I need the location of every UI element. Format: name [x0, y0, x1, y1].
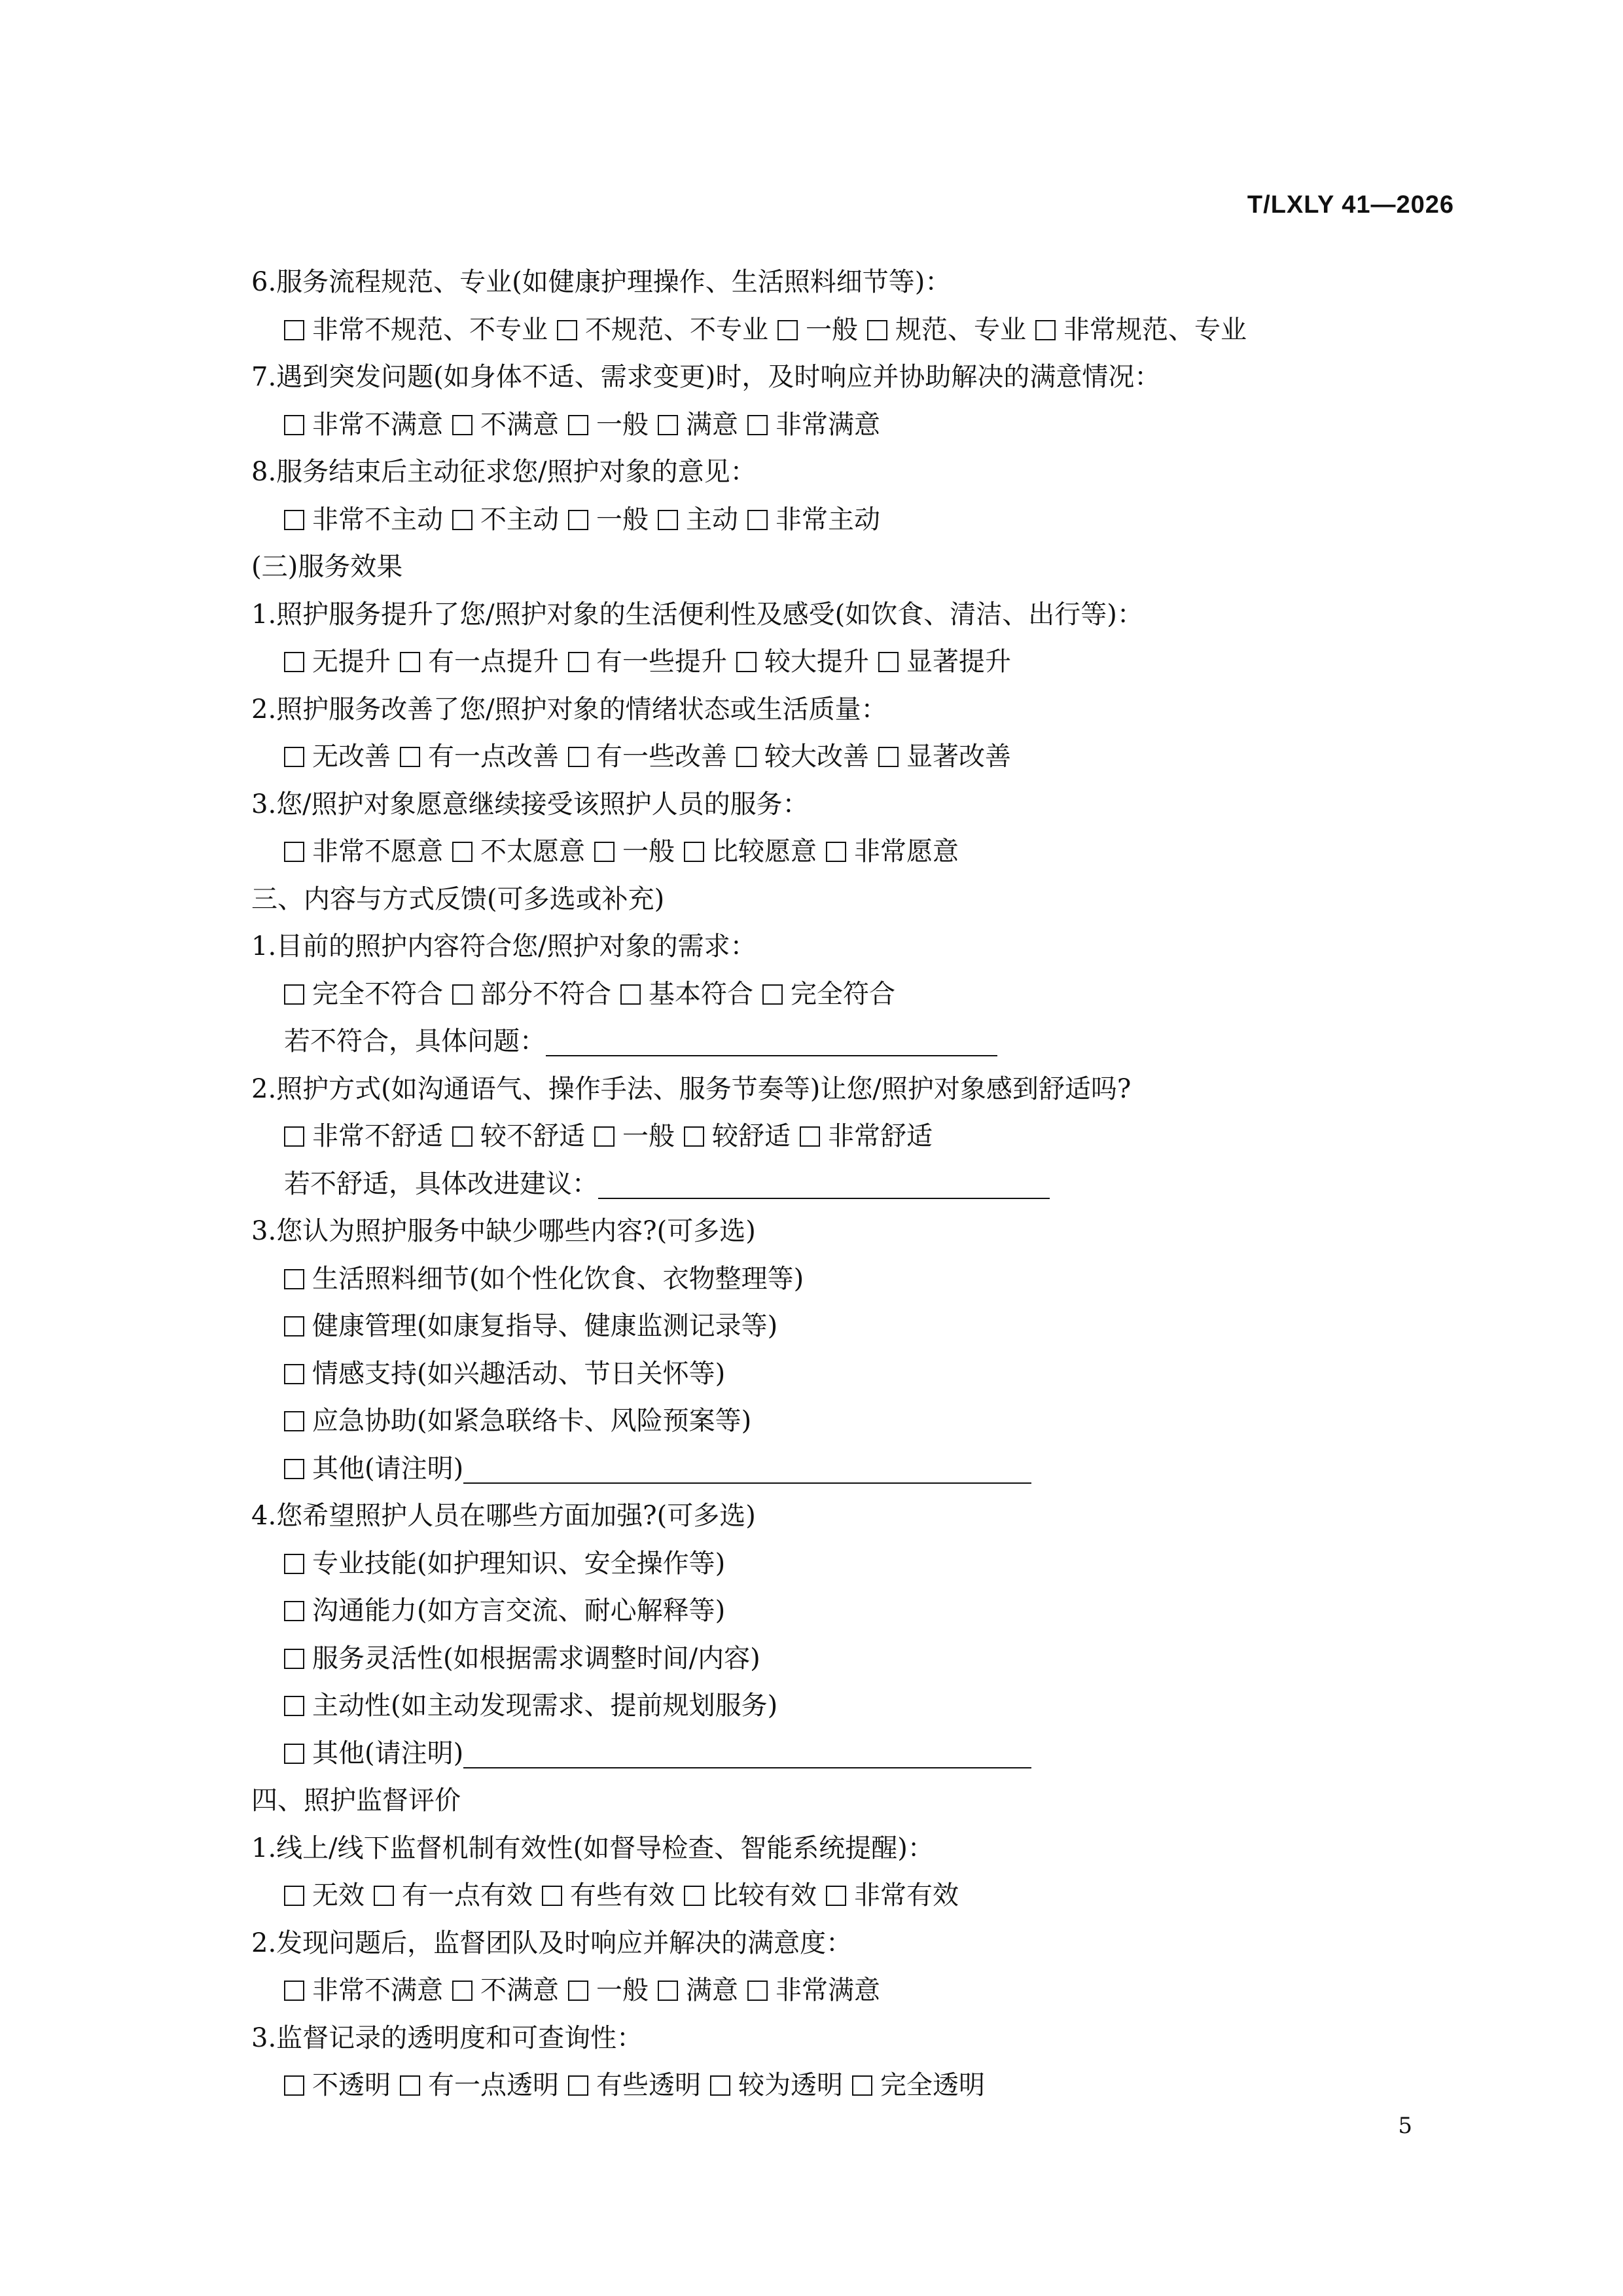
- option-row: [251, 1872, 1455, 1920]
- checkbox-item: [251, 1350, 1455, 1398]
- option-label: 有一点提升: [428, 647, 559, 677]
- checkbox[interactable]: [452, 984, 473, 1005]
- option-label: 非常不满意: [312, 409, 443, 440]
- option-label: 规范、专业: [895, 314, 1026, 345]
- checkbox[interactable]: [284, 1696, 304, 1716]
- checkbox[interactable]: [568, 1981, 588, 2001]
- option-label: 部分不符合: [480, 978, 611, 1009]
- question-text: 2.照护服务改善了您/照护对象的情绪状态或生活质量：: [251, 694, 887, 725]
- checkbox[interactable]: [452, 510, 473, 530]
- checkbox-item: [251, 1255, 1455, 1303]
- checkbox[interactable]: [747, 510, 768, 530]
- checkbox[interactable]: [284, 1601, 304, 1621]
- checkbox[interactable]: [452, 1126, 473, 1147]
- checkbox[interactable]: [284, 1269, 304, 1289]
- checkbox-item: [251, 1302, 1455, 1350]
- checkbox[interactable]: [284, 320, 304, 340]
- option-label: 非常不满意: [312, 1975, 443, 2005]
- checkbox[interactable]: [284, 1364, 304, 1384]
- checkbox-item: [251, 1397, 1455, 1445]
- option-label: 满意: [686, 1975, 738, 2005]
- option-label: 显著提升: [906, 647, 1011, 677]
- checkbox-label: 其他(请注明): [312, 1738, 464, 1768]
- checkbox-item: [251, 1635, 1455, 1683]
- option-label: 非常不主动: [312, 504, 443, 535]
- checkbox[interactable]: [878, 652, 899, 672]
- question-text: 4.您希望照护人员在哪些方面加强?(可多选): [251, 1501, 756, 1531]
- checkbox[interactable]: [710, 2075, 730, 2096]
- checkbox[interactable]: [542, 1886, 562, 1906]
- checkbox-item: [251, 1540, 1455, 1588]
- checkbox[interactable]: [284, 652, 304, 672]
- checkbox[interactable]: [736, 747, 757, 767]
- option-label: 有些有效: [570, 1880, 675, 1910]
- checkbox-label: 情感支持(如兴趣活动、节日关怀等): [312, 1358, 726, 1389]
- checkbox-label: 健康管理(如康复指导、健康监测记录等): [312, 1311, 778, 1341]
- option-row: [251, 638, 1455, 686]
- fill-in-label: 若不符合，具体问题：: [284, 1026, 546, 1056]
- question-text: 1.线上/线下监督机制有效性(如督导检查、智能系统提醒)：: [251, 1833, 934, 1863]
- option-label: 完全透明: [880, 2070, 985, 2100]
- checkbox[interactable]: [284, 1459, 304, 1479]
- checkbox[interactable]: [284, 1316, 304, 1336]
- checkbox[interactable]: [284, 1744, 304, 1764]
- checkbox[interactable]: [594, 842, 615, 862]
- checkbox[interactable]: [658, 415, 678, 435]
- checkbox[interactable]: [284, 1886, 304, 1906]
- checkbox-item: [251, 1445, 1455, 1493]
- other-fill-in-blank[interactable]: [463, 1741, 1031, 1768]
- checkbox[interactable]: [747, 1981, 768, 2001]
- option-row: [251, 971, 1455, 1018]
- checkbox[interactable]: [878, 747, 899, 767]
- checkbox[interactable]: [452, 415, 473, 435]
- option-row: [251, 2062, 1455, 2109]
- option-label: 一般: [806, 314, 858, 345]
- checkbox[interactable]: [284, 1126, 304, 1147]
- option-label: 不透明: [312, 2070, 391, 2100]
- option-label: 非常满意: [776, 1975, 880, 2005]
- option-label: 比较有效: [712, 1880, 817, 1910]
- checkbox[interactable]: [400, 747, 420, 767]
- option-row: [251, 733, 1455, 781]
- option-label: 有些透明: [596, 2070, 701, 2100]
- checkbox[interactable]: [284, 510, 304, 530]
- questionnaire-body: [251, 259, 1455, 2109]
- option-label: 不满意: [480, 1975, 559, 2005]
- checkbox[interactable]: [284, 1554, 304, 1574]
- checkbox[interactable]: [658, 1981, 678, 2001]
- question-text: 2.照护方式(如沟通语气、操作手法、服务节奏等)让您/照护对象感到舒适吗?: [251, 1073, 1132, 1104]
- other-fill-in-blank[interactable]: [463, 1456, 1031, 1484]
- option-label: 不规范、不专业: [585, 314, 768, 345]
- checkbox-label: 专业技能(如护理知识、安全操作等): [312, 1548, 726, 1579]
- checkbox[interactable]: [284, 1649, 304, 1669]
- option-label: 非常不规范、不专业: [312, 314, 548, 345]
- fill-in-blank[interactable]: [546, 1029, 997, 1056]
- checkbox[interactable]: [568, 415, 588, 435]
- option-label: 非常满意: [776, 409, 880, 440]
- question-text: 2.发现问题后，监督团队及时响应并解决的满意度：: [251, 1928, 853, 1958]
- checkbox[interactable]: [867, 320, 887, 340]
- question-text: 3.您认为照护服务中缺少哪些内容?(可多选): [251, 1216, 756, 1246]
- checkbox[interactable]: [568, 747, 588, 767]
- section-heading: 三、内容与方式反馈(可多选或补充): [251, 884, 665, 914]
- checkbox[interactable]: [452, 1981, 473, 2001]
- checkbox[interactable]: [557, 320, 577, 340]
- fill-in-row: [251, 1160, 1455, 1208]
- option-label: 较为透明: [738, 2070, 843, 2100]
- checkbox[interactable]: [284, 747, 304, 767]
- checkbox[interactable]: [1035, 320, 1056, 340]
- option-row: [251, 401, 1455, 449]
- checkbox-label: 服务灵活性(如根据需求调整时间/内容): [312, 1643, 760, 1674]
- checkbox[interactable]: [620, 984, 641, 1005]
- option-label: 非常愿意: [854, 836, 959, 867]
- option-label: 完全符合: [791, 978, 895, 1009]
- option-row: [251, 1113, 1455, 1160]
- checkbox[interactable]: [568, 2075, 588, 2096]
- section-heading: (三)服务效果: [251, 552, 403, 582]
- fill-in-label: 若不舒适，具体改进建议：: [284, 1168, 598, 1199]
- option-label: 无提升: [312, 647, 391, 677]
- option-label: 较大改善: [764, 742, 869, 772]
- checkbox[interactable]: [400, 2075, 420, 2096]
- checkbox[interactable]: [762, 984, 783, 1005]
- question-text: 1.照护服务提升了您/照护对象的生活便利性及感受(如饮食、清洁、出行等)：: [251, 599, 1143, 630]
- option-label: 非常规范、专业: [1063, 314, 1247, 345]
- checkbox[interactable]: [684, 1126, 704, 1147]
- option-label: 有一些提升: [596, 647, 727, 677]
- checkbox[interactable]: [747, 415, 768, 435]
- checkbox[interactable]: [684, 1886, 704, 1906]
- option-row: [251, 828, 1455, 876]
- option-label: 非常舒适: [828, 1121, 933, 1151]
- option-label: 满意: [686, 409, 738, 440]
- option-label: 较大提升: [764, 647, 869, 677]
- checkbox[interactable]: [594, 1126, 615, 1147]
- option-label: 基本符合: [649, 978, 753, 1009]
- checkbox[interactable]: [826, 842, 846, 862]
- option-label: 比较愿意: [712, 836, 817, 867]
- page-number: 5: [1398, 2113, 1412, 2139]
- checkbox[interactable]: [736, 652, 757, 672]
- checkbox[interactable]: [284, 415, 304, 435]
- option-row: [251, 306, 1455, 354]
- checkbox[interactable]: [568, 652, 588, 672]
- option-label: 无效: [312, 1880, 365, 1910]
- option-label: 不主动: [480, 504, 559, 535]
- question-text: 3.您/照护对象愿意继续接受该照护人员的服务：: [251, 789, 809, 819]
- checkbox[interactable]: [374, 1886, 394, 1906]
- option-label: 非常有效: [854, 1880, 959, 1910]
- checkbox[interactable]: [800, 1126, 820, 1147]
- option-label: 不满意: [480, 409, 559, 440]
- question-text: 7.遇到突发问题(如身体不适、需求变更)时，及时响应并协助解决的满意情况：: [251, 362, 1161, 392]
- checkbox-label: 沟通能力(如方言交流、耐心解释等): [312, 1596, 726, 1626]
- option-label: 不太愿意: [480, 836, 585, 867]
- option-label: 较不舒适: [480, 1121, 585, 1151]
- checkbox[interactable]: [826, 1886, 846, 1906]
- checkbox-item: [251, 1730, 1455, 1778]
- option-label: 显著改善: [906, 742, 1011, 772]
- checkbox[interactable]: [284, 2075, 304, 2096]
- checkbox[interactable]: [400, 652, 420, 672]
- option-row: [251, 496, 1455, 544]
- option-label: 较舒适: [712, 1121, 791, 1151]
- question-text: 8.服务结束后主动征求您/照护对象的意见：: [251, 457, 757, 487]
- option-label: 一般: [622, 836, 675, 867]
- standard-code: T/LXLY 41—2026: [1247, 191, 1454, 219]
- option-label: 无改善: [312, 742, 391, 772]
- option-label: 非常不舒适: [312, 1121, 443, 1151]
- checkbox[interactable]: [658, 510, 678, 530]
- checkbox[interactable]: [284, 842, 304, 862]
- option-row: [251, 1967, 1455, 2015]
- option-label: 一般: [622, 1121, 675, 1151]
- option-label: 一般: [596, 1975, 649, 2005]
- checkbox-label: 主动性(如主动发现需求、提前规划服务): [312, 1691, 778, 1721]
- option-label: 一般: [596, 409, 649, 440]
- checkbox-item: [251, 1587, 1455, 1635]
- checkbox[interactable]: [777, 320, 798, 340]
- option-label: 有一点改善: [428, 742, 559, 772]
- option-label: 主动: [686, 504, 738, 535]
- section-heading: 四、照护监督评价: [251, 1785, 461, 1816]
- checkbox-label: 应急协助(如紧急联络卡、风险预案等): [312, 1406, 752, 1436]
- checkbox[interactable]: [852, 2075, 872, 2096]
- checkbox[interactable]: [452, 842, 473, 862]
- checkbox-label: 其他(请注明): [312, 1453, 464, 1484]
- fill-in-blank[interactable]: [598, 1172, 1050, 1199]
- option-label: 完全不符合: [312, 978, 443, 1009]
- option-label: 非常主动: [776, 504, 880, 535]
- option-label: 有一些改善: [596, 742, 727, 772]
- question-text: 1.目前的照护内容符合您/照护对象的需求：: [251, 931, 757, 961]
- checkbox-label: 生活照料细节(如个性化饮食、衣物整理等): [312, 1263, 804, 1294]
- option-label: 一般: [596, 504, 649, 535]
- checkbox-item: [251, 1682, 1455, 1730]
- checkbox[interactable]: [568, 510, 588, 530]
- checkbox[interactable]: [684, 842, 704, 862]
- checkbox[interactable]: [284, 984, 304, 1005]
- checkbox[interactable]: [284, 1981, 304, 2001]
- option-label: 有一点有效: [402, 1880, 533, 1910]
- fill-in-row: [251, 1018, 1455, 1066]
- option-label: 非常不愿意: [312, 836, 443, 867]
- question-text: 6.服务流程规范、专业(如健康护理操作、生活照料细节等)：: [251, 267, 952, 297]
- option-label: 有一点透明: [428, 2070, 559, 2100]
- checkbox[interactable]: [284, 1411, 304, 1431]
- question-text: 3.监督记录的透明度和可查询性：: [251, 2022, 643, 2053]
